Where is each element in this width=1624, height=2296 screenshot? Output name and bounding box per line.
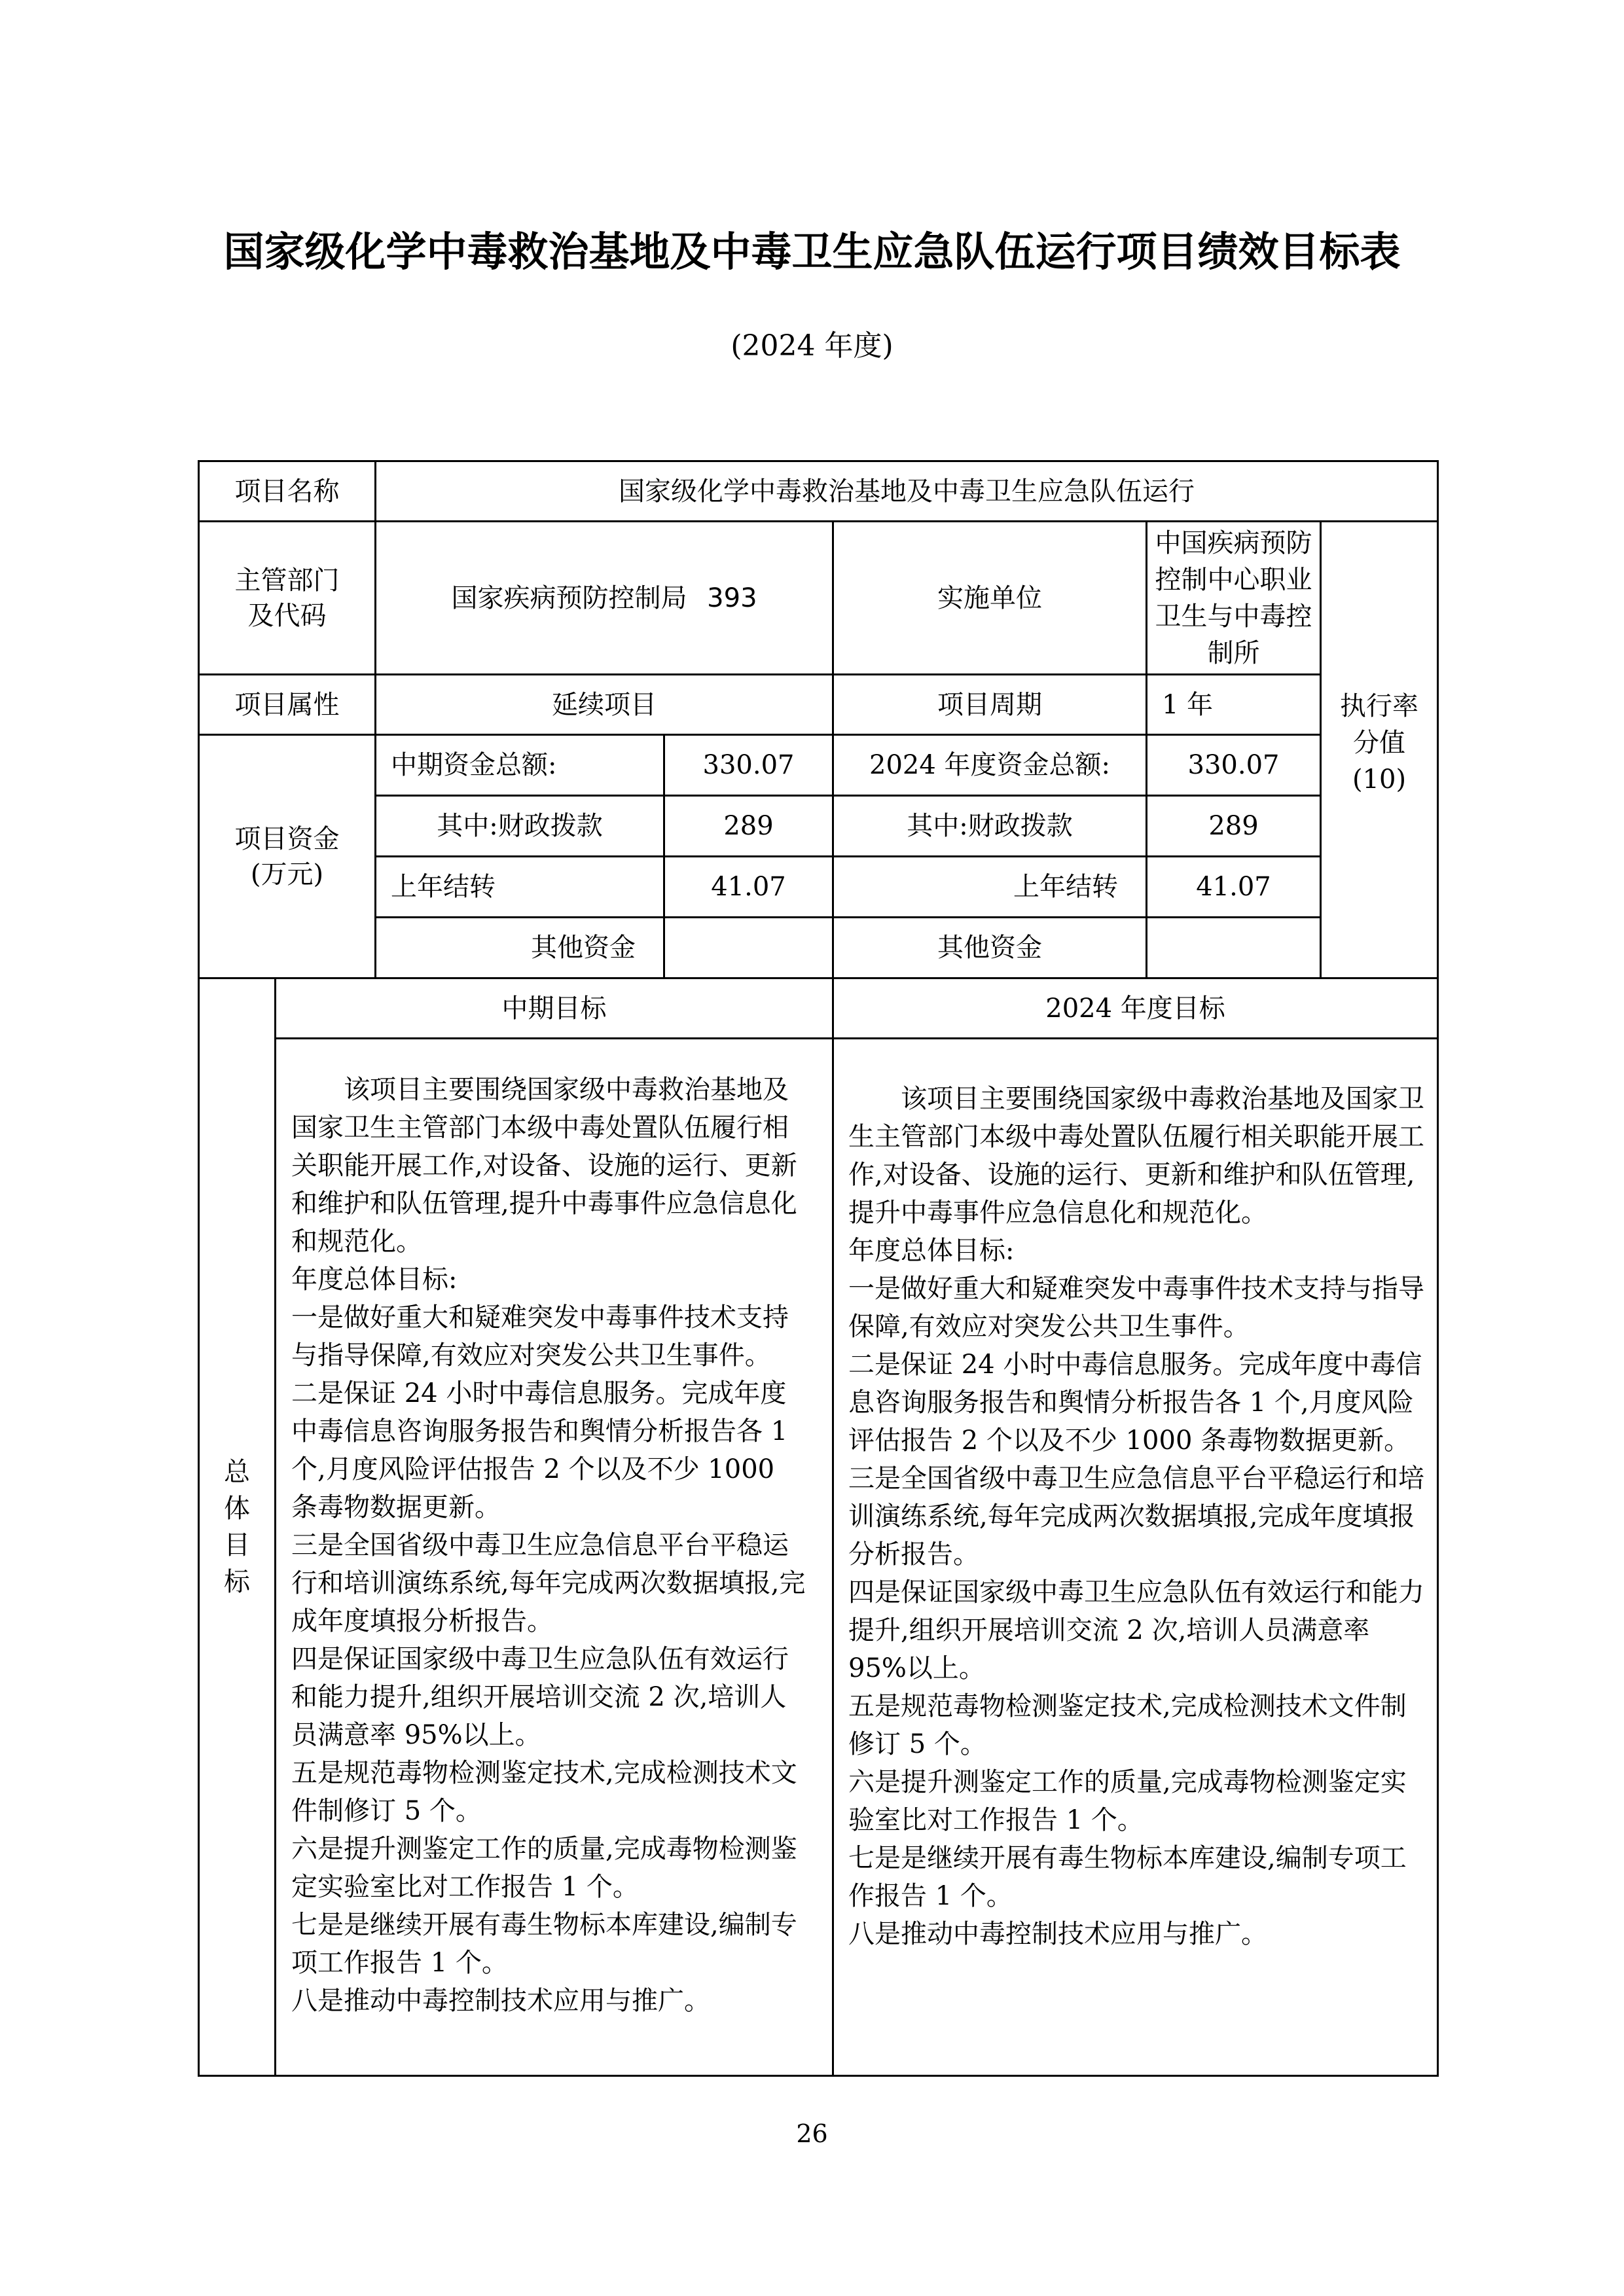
funds-label-cell xyxy=(199,735,376,978)
dept-code: 393 xyxy=(707,583,757,613)
period-value: 1 年 xyxy=(1147,675,1321,735)
mid-goal-line: 七是是继续开展有毒生物标本库建设,编制专项工作报告 1 个。 xyxy=(291,1910,797,1978)
year-goal-line: 二是保证 24 小时中毒信息服务。完成年度中毒信息咨询服务报告和舆情分析报告各 1 个,月度风险评估报告 2 个以及不少 1000 条毒物数据更新。 xyxy=(848,1350,1422,1456)
exec-rate-label: 执行率分值 xyxy=(1340,691,1419,758)
impl-unit-label: 实施单位 xyxy=(833,522,1147,675)
mid-goal-line: 三是全国省级中毒卫生应急信息平台平稳运行和培训演练系统,每年完成两次数据填报,完成年度填报分析报告。 xyxy=(291,1530,806,1636)
dept-value-cell xyxy=(376,522,833,675)
year-goal-line: 四是保证国家级中毒卫生应急队伍有效运行和能力提升,组织开展培训交流 2 次,培训人员满意率 95%以上。 xyxy=(848,1577,1424,1683)
mid-total-label: 中期资金总额: xyxy=(376,735,664,796)
mid-goal-line: 六是提升测鉴定工作的质量,完成毒物检测鉴定实验室比对工作报告 1 个。 xyxy=(291,1834,797,1902)
year-goal-line: 八是推动中毒控制技术应用与推广。 xyxy=(848,1919,1267,1949)
year-goal-line: 六是提升测鉴定工作的质量,完成毒物检测鉴定实验室比对工作报告 1 个。 xyxy=(848,1767,1407,1835)
year-other-label: 其他资金 xyxy=(833,918,1147,978)
year-carry-value: 41.07 xyxy=(1147,857,1321,918)
year-goal-text xyxy=(834,1039,1424,1953)
attr-value: 延续项目 xyxy=(376,675,833,735)
year-goal-line: 该项目主要围绕国家级中毒救治基地及国家卫生主管部门本级中毒处置队伍履行相关职能开展工作,对设备、设施的运行、更新和维护和队伍管理,提升中毒事件应急信息化和规范化。 xyxy=(848,1084,1424,1228)
year-fiscal-value: 289 xyxy=(1147,796,1321,857)
mid-goal-line: 二是保证 24 小时中毒信息服务。完成年度中毒信息咨询服务报告和舆情分析报告各 1 个,月度风险评估报告 2 个以及不少 1000 条毒物数据更新。 xyxy=(291,1378,788,1522)
year-total-value: 330.07 xyxy=(1147,735,1321,796)
project-name-value: 国家级化学中毒救治基地及中毒卫生应急队伍运行 xyxy=(376,461,1438,522)
year-goal-line: 五是规范毒物检测鉴定技术,完成检测技术文件制修订 5 个。 xyxy=(848,1691,1407,1759)
mid-goal-line: 五是规范毒物检测鉴定技术,完成检测技术文件制修订 5 个。 xyxy=(291,1758,797,1826)
dept-label xyxy=(199,522,376,675)
blank-cell xyxy=(1321,522,1438,675)
page-number: 26 xyxy=(796,2119,828,2148)
mid-goal-cell xyxy=(276,1039,833,2076)
mid-other-label: 其他资金 xyxy=(376,918,664,978)
year-goal-line: 七是是继续开展有毒生物标本库建设,编制专项工作报告 1 个。 xyxy=(848,1843,1407,1911)
mid-fiscal-value: 289 xyxy=(664,796,833,857)
overall-goal-label: 总体目标 xyxy=(224,1457,250,1597)
mid-goal-text xyxy=(276,1039,807,2020)
impl-unit-value-cell xyxy=(1147,522,1321,675)
dept-value: 国家疾病预防控制局 xyxy=(451,583,687,613)
mid-goal-header: 中期目标 xyxy=(276,978,833,1039)
mid-goal-line: 一是做好重大和疑难突发中毒事件技术支持与指导保障,有效应对突发公共卫生事件。 xyxy=(291,1302,789,1371)
mid-other-value xyxy=(664,918,833,978)
dept-label-text: 主管部门及代码 xyxy=(234,565,340,631)
year-goal-header: 2024 年度目标 xyxy=(833,978,1438,1039)
funds-label: 项目资金 xyxy=(234,823,340,854)
year-goal-line: 年度总体目标: xyxy=(848,1236,1015,1266)
mid-goal-line: 四是保证国家级中毒卫生应急队伍有效运行和能力提升,组织开展培训交流 2 次,培训人员满意率 95%以上。 xyxy=(291,1644,789,1750)
mid-goal-line: 八是推动中毒控制技术应用与推广。 xyxy=(291,1986,710,2016)
year-fiscal-label: 其中:财政拨款 xyxy=(833,796,1147,857)
year-total-label: 2024 年度资金总额: xyxy=(833,735,1147,796)
mid-goal-line: 年度总体目标: xyxy=(291,1265,458,1295)
year-goal-line: 三是全国省级中毒卫生应急信息平台平稳运行和培训演练系统,每年完成两次数据填报,完成年度填报分析报告。 xyxy=(848,1463,1424,1570)
period-label: 项目周期 xyxy=(833,675,1147,735)
exec-rate-value: (10) xyxy=(1352,764,1407,795)
attr-label: 项目属性 xyxy=(199,675,376,735)
year-goal-line: 一是做好重大和疑难突发中毒事件技术支持与指导保障,有效应对突发公共卫生事件。 xyxy=(848,1274,1424,1342)
document-title: 国家级化学中毒救治基地及中毒卫生应急队伍运行项目绩效目标表 xyxy=(223,228,1401,276)
project-name-label: 项目名称 xyxy=(199,461,376,522)
mid-fiscal-label: 其中:财政拨款 xyxy=(376,796,664,857)
mid-carry-value: 41.07 xyxy=(664,857,833,918)
exec-rate-cell xyxy=(1321,675,1438,978)
mid-carry-label: 上年结转 xyxy=(376,857,664,918)
impl-unit-value: 中国疾病预防控制中心职业卫生与中毒控制所 xyxy=(1155,528,1312,668)
document-subtitle: (2024 年度) xyxy=(731,329,893,363)
year-other-value xyxy=(1147,918,1321,978)
funds-unit: (万元) xyxy=(250,859,324,889)
mid-total-value: 330.07 xyxy=(664,735,833,796)
year-goal-cell xyxy=(833,1039,1438,2076)
performance-target-table xyxy=(198,460,1439,2077)
year-carry-label: 上年结转 xyxy=(833,857,1147,918)
overall-goal-label-cell xyxy=(199,978,276,2076)
mid-goal-line: 该项目主要围绕国家级中毒救治基地及国家卫生主管部门本级中毒处置队伍履行相关职能开展工作,对设备、设施的运行、更新和维护和队伍管理,提升中毒事件应急信息化和规范化。 xyxy=(291,1075,797,1257)
